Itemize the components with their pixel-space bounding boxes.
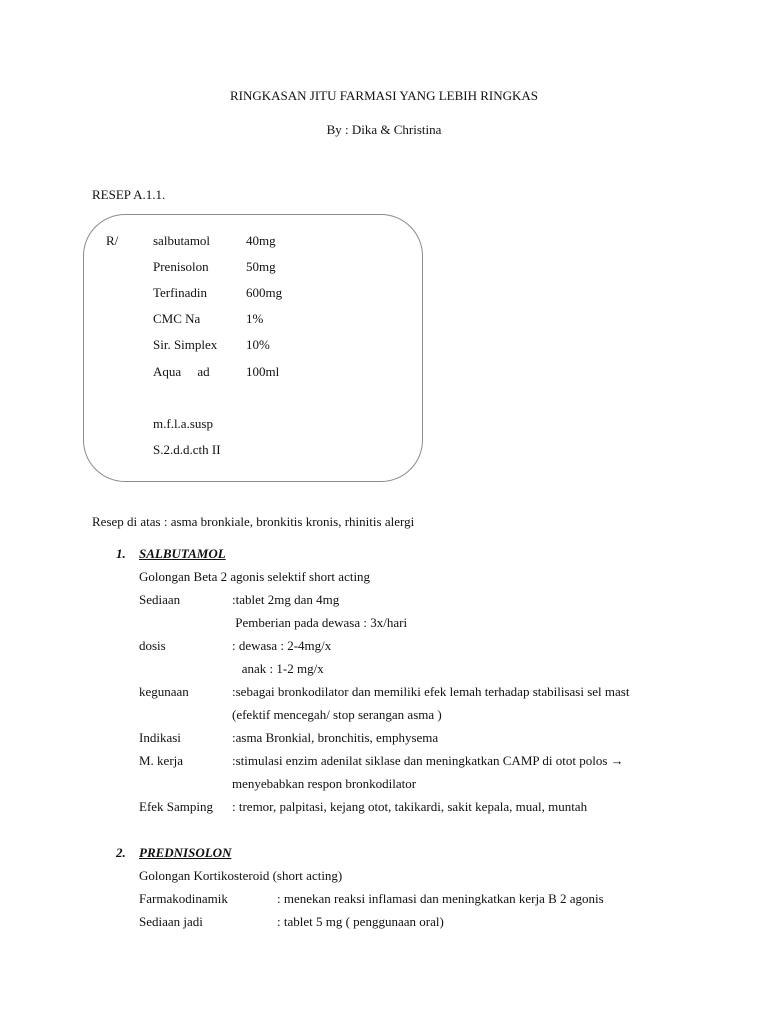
indication-line: Resep di atas : asma bronkiale, bronkitis kronis, rhinitis alergi <box>92 514 415 529</box>
recipe-item-name: Sir. Simplex <box>153 337 218 352</box>
row-value: :asma Bronkial, bronchitis, emphysema <box>232 730 439 745</box>
row-label: Efek Samping <box>139 799 214 814</box>
document-title: RINGKASAN JITU FARMASI YANG LEBIH RINGKAS <box>229 88 539 103</box>
recipe-instruction: S.2.d.d.cth II <box>153 442 221 457</box>
recipe-item-amount: 100ml <box>246 364 280 379</box>
recipe-item-name: CMC Na <box>153 311 201 326</box>
recipe-label: RESEP A.1.1. <box>92 187 166 202</box>
section-title <box>139 546 226 562</box>
row-value: Pemberian pada dewasa : 3x/hari <box>232 615 408 630</box>
recipe-item-name: Terfinadin <box>153 285 207 300</box>
section-title <box>139 845 231 861</box>
recipe-item-amount: 1% <box>246 311 264 326</box>
recipe-item-name: Aqua ad <box>153 364 210 379</box>
row-value: : dewasa : 2-4mg/x <box>232 638 332 653</box>
row-value: (efektif mencegah/ stop serangan asma ) <box>232 707 442 722</box>
row-value: : tablet 5 mg ( penggunaan oral) <box>277 914 444 929</box>
recipe-item-name: Prenisolon <box>153 259 209 274</box>
recipe-item-amount: 40mg <box>246 233 276 248</box>
row-value: : tremor, palpitasi, kejang otot, takikardi, sakit kepala, mual, muntah <box>232 799 588 814</box>
section-title-text: SALBUTAMOL <box>139 546 226 561</box>
recipe-item-amount: 10% <box>246 337 270 352</box>
section-number: 1. <box>116 546 126 561</box>
row-value: : menekan reaksi inflamasi dan meningkatkan kerja B 2 agonis <box>277 891 604 906</box>
row-value: :sebagai bronkodilator dan memiliki efek lemah terhadap stabilisasi sel mast <box>232 684 630 699</box>
recipe-item-name: salbutamol <box>153 233 211 248</box>
section-number: 2. <box>116 845 126 860</box>
row-value: anak : 1-2 mg/x <box>232 661 324 676</box>
recipe-item-amount: 600mg <box>246 285 283 300</box>
section-intro: Golongan Beta 2 agonis selektif short acting <box>139 569 371 584</box>
recipe-item-amount: 50mg <box>246 259 276 274</box>
row-label: Farmakodinamik <box>139 891 228 906</box>
row-label: M. kerja <box>139 753 184 768</box>
recipe-instruction: m.f.l.a.susp <box>153 416 213 431</box>
row-label: dosis <box>139 638 166 653</box>
section-intro: Golongan Kortikosteroid (short acting) <box>139 868 343 883</box>
row-value: :tablet 2mg dan 4mg <box>232 592 340 607</box>
row-value: :stimulasi enzim adenilat siklase dan meningkatkan CAMP di otot polos → <box>232 753 624 768</box>
row-label: Sediaan jadi <box>139 914 203 929</box>
row-value: menyebabkan respon bronkodilator <box>232 776 417 791</box>
section-title-text: PREDNISOLON <box>139 845 232 860</box>
document-authors: By : Dika & Christina <box>326 122 442 137</box>
row-label: Sediaan <box>139 592 181 607</box>
row-label: kegunaan <box>139 684 189 699</box>
rx-symbol: R/ <box>106 233 119 248</box>
row-label: Indikasi <box>139 730 181 745</box>
